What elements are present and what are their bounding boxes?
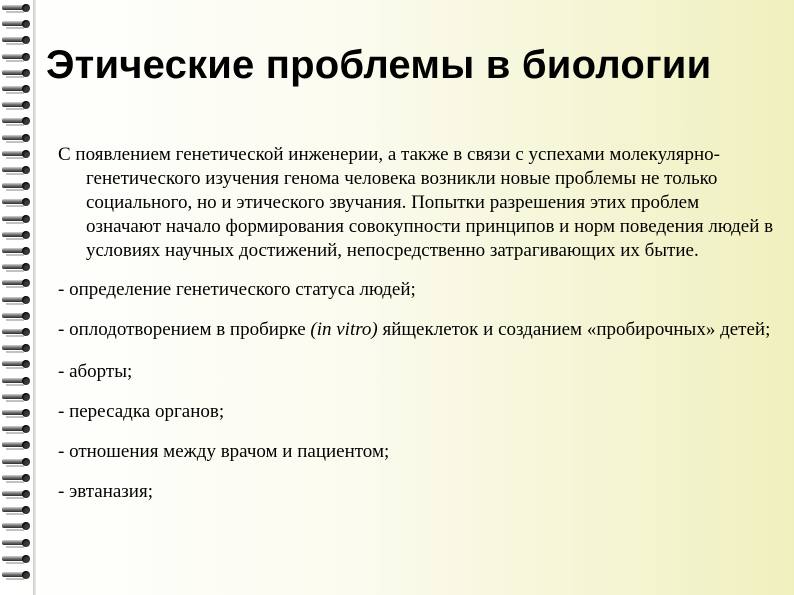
binding-ring [2, 569, 32, 582]
binding-ring [2, 294, 32, 307]
list-item-organ-transplant: - пересадка органов; [58, 401, 225, 422]
binding-ring [2, 115, 32, 128]
binding-ring [2, 164, 32, 177]
binding-ring [2, 67, 32, 80]
binding-ring [2, 229, 32, 242]
binding-ring [2, 504, 32, 517]
binding-ring [2, 488, 32, 501]
binding-ring [2, 99, 32, 112]
binding-ring [2, 213, 32, 226]
binding-ring [2, 2, 32, 15]
binding-ring [2, 34, 32, 47]
binding-ring [2, 391, 32, 404]
binding-ring [2, 148, 32, 161]
binding-ring [2, 261, 32, 274]
in-vitro-text-after: яйщеклеток и созданием «пробирочных» детей; [377, 319, 771, 340]
in-vitro-italic: (in vitro) [310, 319, 378, 340]
page-edge [33, 0, 36, 595]
intro-paragraph: С появлением генетической инженерии, а также в связи с успехами молекулярно-генетического изучения генома человека возникли новые проблемы не только социального, но и этического звучания. Попытки разрешения этих проблем означают начало формирования совокупности принципов и норм поведения людей в условиях научных достижений, непосредственно затрагивающих их бытие. [58, 144, 774, 261]
in-vitro-text-before: - оплодотворением в пробирке [58, 319, 311, 340]
binding-ring [2, 196, 32, 209]
binding-ring [2, 537, 32, 550]
binding-ring [2, 407, 32, 420]
binding-ring [2, 18, 32, 31]
binding-ring [2, 456, 32, 469]
binding-ring [2, 51, 32, 64]
binding-ring [2, 245, 32, 258]
list-item-abortions: - аборты; [58, 361, 133, 382]
slide-title: Этические проблемы в биологии [46, 43, 712, 87]
binding-ring [2, 310, 32, 323]
binding-ring [2, 326, 32, 339]
binding-ring [2, 342, 32, 355]
list-item-in-vitro [58, 318, 778, 342]
list-item-euthanasia: - эвтаназия; [58, 481, 153, 502]
list-item-doctor-patient: - отношения между врачом и пациентом; [58, 441, 390, 462]
binding-ring [2, 277, 32, 290]
binding-ring [2, 553, 32, 566]
binding-ring [2, 423, 32, 436]
list-item-genetic-status: - определение генетического статуса людей; [58, 279, 416, 300]
binding-ring [2, 520, 32, 533]
binding-ring [2, 132, 32, 145]
binding-ring [2, 358, 32, 371]
binding-ring [2, 375, 32, 388]
slide-body [58, 143, 778, 520]
binding-ring [2, 439, 32, 452]
binding-ring [2, 472, 32, 485]
binding-ring [2, 83, 32, 96]
binding-ring [2, 180, 32, 193]
